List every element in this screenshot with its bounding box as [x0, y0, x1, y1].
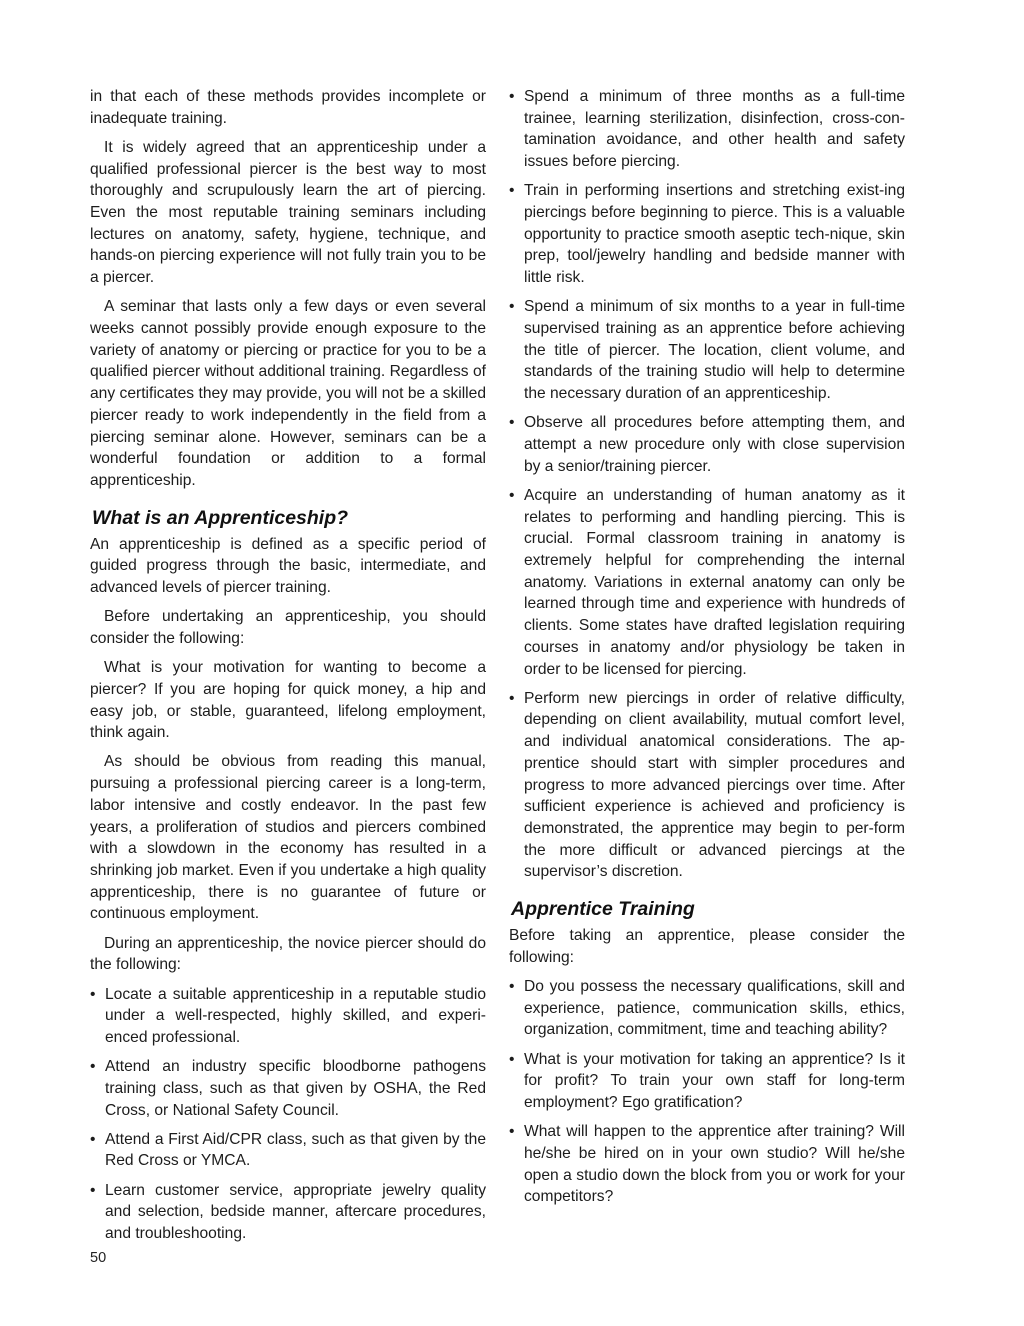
list-item-text: Spend a minimum of six months to a year in full-time supervised training as an apprentice before achieving the title of piercer. The location, client volume, and standards of the training studio will help to determine the necessary duration of an apprenticeship.: [524, 298, 905, 403]
list-item: [90, 984, 486, 1049]
bullet-icon: •: [509, 486, 515, 504]
paragraph: During an apprenticeship, the novice piercer should do the following:: [90, 934, 486, 974]
list-item: [509, 1121, 905, 1208]
bullet-icon: •: [90, 1130, 96, 1148]
bullet-icon: •: [509, 1050, 515, 1068]
paragraph: Before taking an apprentice, please consider the following:: [509, 927, 905, 966]
list-item-text: Do you possess the necessary qualifications, skill and experience, patience, communication skills, ethics, organization, commitment, time and teaching ability?: [524, 978, 905, 1039]
list-item: [90, 1129, 486, 1172]
bullet-icon: •: [509, 978, 515, 996]
paragraph: An apprenticeship is defined as a specific period of guided progress through the basic, intermediate, and advanced levels of piercer training.: [90, 535, 486, 597]
list-item-text: Attend a First Aid/CPR class, such as that given by the Red Cross or YMCA.: [105, 1130, 486, 1170]
list-item: [509, 296, 905, 405]
list-item: [509, 688, 905, 883]
list-item-text: Observe all procedures before attempting them, and attempt a new procedure only with close supervision by a senior/training piercer.: [524, 414, 905, 475]
left-column: [90, 86, 486, 1252]
bullet-icon: •: [509, 1123, 515, 1141]
list-item-text: Spend a minimum of three months as a full-time trainee, learning sterilization, disinfection, cross-con-tamination avoidance, and other health and safety issues before piercing.: [524, 88, 905, 171]
list-item-text: What will happen to the apprentice after training? Will he/she be hired on in your own studio? Will he/she open a studio down the block from you or work for your competitors?: [524, 1123, 905, 1206]
list-item-text: Acquire an understanding of human anatomy as it relates to performing and handling piercing. This is crucial. Formal classroom training in anatomy is extremely helpful for comprehending the internal anatomy. Variations in external anatomy can only be learned through time and experience with hundreds of clients. Some states have drafted legislation requiring courses in anatomy and/or physiology be taken in order to be licensed for piercing.: [524, 486, 905, 678]
list-item: [90, 1056, 486, 1121]
list-item-text: Perform new piercings in order of relative difficulty, depending on client availability, mutual comfort level, and individual anatomical considerations. The ap-prentice should start with simpler procedures and progress to more advanced piercings over time. After sufficient experience is achieved and proficiency is demonstrated, the apprentice may begin to per-form the more difficult or advanced piercings at the supervisor’s discretion.: [524, 689, 905, 881]
list-item-text: Learn customer service, appropriate jewelry quality and selection, bedside manner, aftercare procedures, and troubleshooting.: [105, 1181, 486, 1243]
paragraph: As should be obvious from reading this manual, pursuing a professional piercing career is a long-term, labor intensive and costly endeavor. In the past few years, a proliferation of studios and piercers combined with a slowdown in the economy has resulted in a shrinking job market. Even if you undertake a high quality apprenticeship, there is no guarantee of future or continuous employment.: [90, 753, 486, 923]
bullet-list: [509, 86, 905, 883]
list-item-text: Train in performing insertions and stretching exist-ing piercings before beginning to pierce. This is a valuable opportunity to practice smooth aseptic tech-nique, skin prep, tool/jewelry handling and bedside manner with little risk.: [524, 182, 905, 287]
paragraph: What is your motivation for wanting to become a piercer? If you are hoping for quick money, a hip and easy job, or stable, guaranteed, lifelong employment, think again.: [90, 659, 486, 742]
section-heading: Apprentice Training: [511, 898, 695, 921]
bullet-icon: •: [90, 1181, 96, 1199]
bullet-icon: •: [509, 689, 515, 707]
list-item: [509, 412, 905, 477]
bullet-icon: •: [509, 88, 515, 105]
paragraph: A seminar that lasts only a few days or even several weeks cannot possibly provide enough exposure to the variety of anatomy or piercing or practice for you to be a qualified piercer without additional training. Regardless of any certificates they may provide, you will not be a skilled piercer ready to work independently in the field from a piercing seminar alone. However, seminars can be a wonderful foundation or addition to a formal apprenticeship.: [90, 298, 486, 489]
paragraph: Before undertaking an apprenticeship, you should consider the following:: [90, 608, 486, 647]
page-number: 50: [90, 1250, 107, 1266]
bullet-list: [509, 976, 905, 1208]
list-item-text: What is your motivation for taking an apprentice? Is it for profit? To train your own staff for long-term employment? Ego gratification?: [524, 1050, 905, 1112]
paragraph: It is widely agreed that an apprenticeship under a qualified professional piercer is the best way to most thoroughly and scrupulously learn the art of piercing. Even the most reputable training seminars including lectures on anatomy, safety, hygiene, technique, and hands-on piercing experience will not fully train you to be a piercer.: [90, 138, 486, 287]
bullet-icon: •: [90, 985, 96, 1003]
bullet-list: [90, 984, 486, 1245]
list-item: [90, 1180, 486, 1245]
list-item: [509, 976, 905, 1041]
list-item: [509, 1049, 905, 1114]
list-item-text: Attend an industry specific bloodborne pathogens training class, such as that given by OSHA, the Red Cross, or National Safety Council.: [105, 1058, 486, 1119]
bullet-icon: •: [509, 298, 515, 316]
right-column: [509, 86, 905, 1216]
list-item: [509, 86, 905, 173]
list-item-text: Locate a suitable apprenticeship in a reputable studio under a well-respected, highly skilled, and experi-enced professional.: [105, 985, 486, 1046]
bullet-icon: •: [509, 414, 515, 432]
bullet-icon: •: [90, 1058, 96, 1076]
section-heading: What is an Apprenticeship?: [92, 506, 349, 529]
paragraph: in that each of these methods provides incomplete or inadequate training.: [90, 88, 486, 127]
bullet-icon: •: [509, 182, 515, 200]
list-item: [509, 485, 905, 680]
list-item: [509, 180, 905, 289]
